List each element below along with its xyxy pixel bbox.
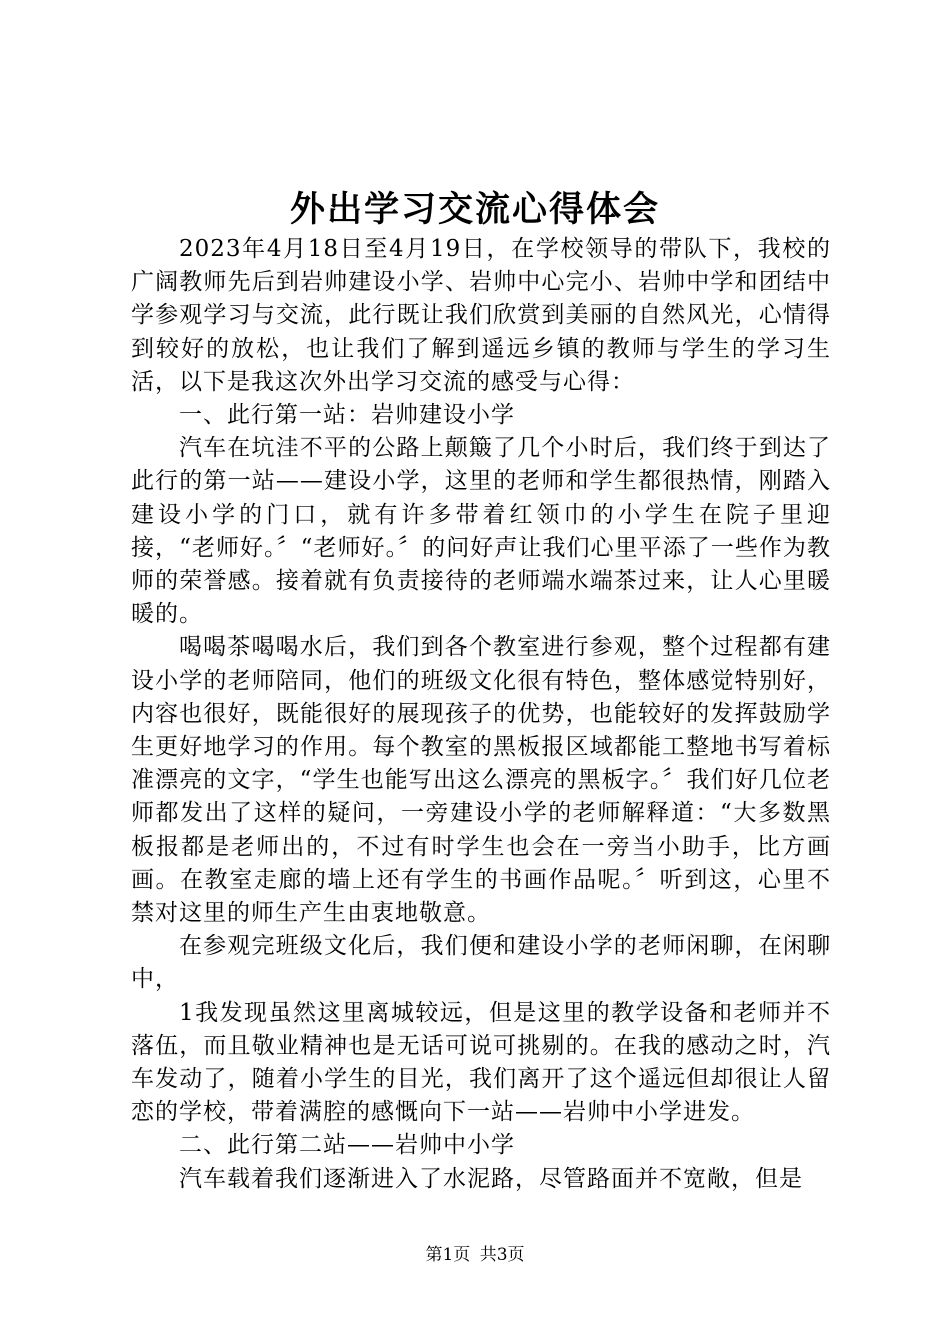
paragraph: 喝喝茶喝喝水后，我们到各个教室进行参观，整个过程都有建设小学的老师陪同，他们的班级文化很有特色，整体感觉特别好，内容也很好，既能很好的展现孩子的优势，也能较好的发挥鼓励学生更好地学习的作用。每个教室的黑板报区域都能工整地书写着标准漂亮的文字，“学生也能写出这么漂亮的黑板字。〞我们好几位老师都发出了这样的疑问，一旁建设小学的老师解释道：“大多数黑板报都是老师出的，不过有时学生也会在一旁当小助手，比方画画。在教室走廊的墙上还有学生的书画作品呢。〞听到这，心里不禁对这里的师生产生由衷地敬意。 xyxy=(131,634,831,927)
page-number: 第1页 xyxy=(425,1245,471,1265)
section-heading-2: 二、此行第二站——岩帅中小学 xyxy=(179,1132,515,1159)
section-heading-1: 一、此行第一站：岩帅建设小学 xyxy=(179,402,515,429)
paragraph: 汽车在坑洼不平的公路上颠簸了几个小时后，我们终于到达了此行的第一站——建设小学，这里的老师和学生都很热情，刚踏入建设小学的门口，就有许多带着红领巾的小学生在院子里迎接，“老师好。〞“老师好。〞的问好声让我们心里平添了一些作为教师的荣誉感。接着就有负责接待的老师端水端茶过来，让人心里暖暖的。 xyxy=(131,435,831,628)
document-body xyxy=(131,233,831,1196)
paragraph-intro: 2023年4月18日至4月19日，在学校领导的带队下，我校的广阔教师先后到岩帅建设小学、岩帅中心完小、岩帅中学和团结中学参观学习与交流，此行既让我们欣赏到美丽的自然风光，心情得到较好的放松，也让我们了解到遥远乡镇的教师与学生的学习生活，以下是我这次外出学习交流的感受与心得： xyxy=(131,236,831,395)
paragraph: 在参观完班级文化后，我们便和建设小学的老师闲聊，在闲聊中， xyxy=(131,933,831,993)
document-title: 外出学习交流心得体会 xyxy=(289,189,660,230)
paragraph: 汽车载着我们逐渐进入了水泥路，尽管路面并不宽敞，但是 xyxy=(179,1165,803,1192)
paragraph: 1我发现虽然这里离城较远，但是这里的教学设备和老师并不落伍，而且敬业精神也是无话可说可挑剔的。在我的感动之时，汽车发动了，随着小学生的目光，我们离开了这个遥远但却很让人留恋的学校，带着满腔的感慨向下一站——岩帅中小学进发。 xyxy=(131,999,831,1126)
page-footer xyxy=(0,1244,950,1266)
page-total: 共3页 xyxy=(479,1245,525,1265)
